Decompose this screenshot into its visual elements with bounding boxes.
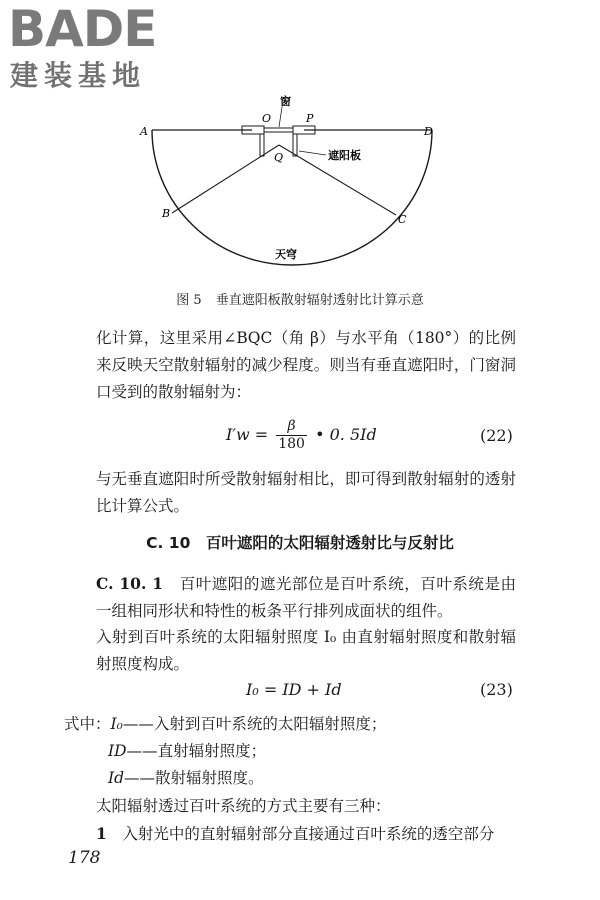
shade-fin-right	[293, 134, 297, 156]
figure-caption	[0, 289, 600, 308]
eq22-numerator: β	[287, 418, 296, 434]
def1-text: ——入射到百叶系统的太阳辐射照度；	[122, 715, 387, 733]
label-C: C	[398, 213, 407, 226]
label-B: B	[162, 207, 171, 220]
def3-text: ——散射辐射照度。	[124, 769, 264, 787]
paragraph-6-text: 入射光中的直射辐射部分直接通过百叶系统的透空部分	[122, 825, 495, 843]
def2-symbol: ID	[108, 742, 127, 760]
def3-symbol: Id	[108, 769, 125, 787]
sky-label: 天穹	[275, 248, 297, 261]
def1-symbol: I₀	[110, 715, 123, 733]
paragraph-2: 与无垂直遮阳时所受散射辐射相比，即可得到散射辐射的透射比计算公式。	[96, 470, 516, 515]
label-Q: Q	[274, 151, 284, 164]
shade-label-leader	[299, 151, 326, 155]
eq22-denominator: 180	[278, 436, 305, 452]
eq22-rhs: • 0. 5Id	[315, 425, 377, 444]
line-QB	[172, 145, 279, 213]
clause-number: C. 10. 1	[96, 574, 164, 593]
paragraph-5: 太阳辐射透过百叶系统的方式主要有三种：	[96, 797, 391, 815]
section-heading: C. 10 百叶遮阳的太阳辐射透射比与反射比	[146, 534, 454, 552]
eq22-fraction	[276, 418, 307, 453]
paragraph-1: 化计算，这里采用∠BQC（角 β）与水平角（180°）的比例来反映天空散射辐射的减少程度。则当有垂直遮阳时，门窗洞口受到的散射辐射为：	[96, 329, 516, 401]
label-A: A	[140, 125, 148, 138]
caption-text: 垂直遮阳板散射辐射透射比计算示意	[215, 293, 424, 308]
shading-diagram	[130, 95, 450, 280]
definition-2	[108, 739, 266, 761]
paragraph-3	[96, 570, 516, 625]
definition-1	[64, 712, 386, 734]
label-D: D	[424, 125, 433, 138]
logo-brand: BADE	[8, 0, 157, 58]
def2-text: ——直射辐射照度；	[126, 742, 267, 760]
eq22-lhs: I′w =	[226, 425, 269, 444]
caption-number: 图 5	[176, 293, 202, 308]
window-label: 窗	[280, 95, 291, 108]
definitions-intro: 式中：	[64, 715, 111, 733]
eq23-text: I₀ = ID + Id	[246, 680, 342, 699]
eq22-number: (22)	[480, 426, 513, 445]
paragraph-3-text: 百叶遮阳的遮光部位是百叶系统，百叶系统是由一组相同形状和特性的板条平行排列成面状的组件。	[96, 575, 516, 620]
item-number: 1	[96, 824, 107, 843]
page-number: 178	[68, 848, 101, 868]
shade-label: 遮阳板	[328, 149, 361, 162]
label-P: P	[306, 112, 314, 125]
paragraph-6	[96, 820, 516, 848]
paragraph-4: 入射到百叶系统的太阳辐射照度 I₀ 由直射辐射照度和散射辐射照度构成。	[96, 628, 516, 673]
logo-subtitle: 建装基地	[10, 59, 147, 92]
window-label-leader	[279, 107, 282, 127]
eq23-number: (23)	[480, 680, 513, 699]
sky-dome-arc	[152, 130, 432, 265]
shade-fin-left	[260, 134, 264, 156]
label-O: O	[262, 112, 272, 125]
definition-3	[108, 766, 264, 788]
